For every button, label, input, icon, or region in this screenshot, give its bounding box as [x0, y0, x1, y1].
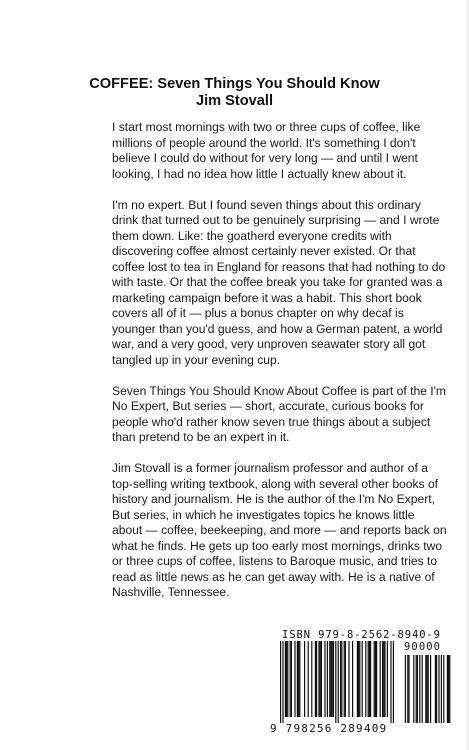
- blurb-paragraph-series: Seven Things You Should Know About Coffee is part of the I'm No Expert, But series — short, accurate, curious books for people who'd rather know seven true things about a subject than pretend to be an expert in it.: [112, 383, 446, 444]
- barcode-bar: [294, 641, 295, 717]
- barcode-bar: [329, 641, 330, 717]
- barcode-addon-bar: [443, 655, 444, 723]
- barcode-bar: [384, 641, 385, 717]
- barcode-bar: [376, 641, 377, 717]
- barcode-addon-bar: [441, 655, 442, 723]
- barcode-addon-bar: [413, 655, 414, 723]
- book-author: Jim Stovall: [195, 93, 274, 109]
- barcode-bar: [304, 641, 305, 717]
- barcode-guard-bar: [393, 641, 394, 723]
- barcode-addon-bar: [447, 655, 448, 723]
- barcode-bar: [365, 641, 366, 717]
- blurb-paragraph-seven-things: I'm no expert. But I found seven things about this ordinary drink that turned out to be genuinely surprising — and I wrote them down. Like: the goatherd everyone credits with discovering coffee almost certainly never existed. Or that coffee lost to tea in England for reasons that had nothing to do with taste. Or that the coffee break you take for granted was a marketing campaign before it was a habit. This short book covers all of it — plus a bonus chapter on why decaf is younger than you'd guess, and how a German patent, a world war, and a very good, very unproven seawater story all got tangled up in your evening cup.: [112, 197, 446, 367]
- barcode-bars: [276, 641, 451, 723]
- barcode-addon-bar: [416, 655, 417, 723]
- barcode-bar: [374, 641, 375, 717]
- barcode-bar: [368, 641, 369, 717]
- barcode-guard-bar: [280, 641, 281, 723]
- barcode-bar: [286, 641, 287, 717]
- barcode-addon-bar: [430, 655, 431, 723]
- barcode-guard-bar: [335, 641, 336, 723]
- barcode-bar: [315, 641, 316, 717]
- book-title: COFFEE: Seven Things You Should Know: [89, 76, 380, 92]
- barcode-digits: 9 798256 289409: [270, 722, 388, 735]
- barcode-addon-bar: [407, 655, 408, 723]
- barcode-bar: [299, 641, 300, 717]
- title-block: [0, 76, 469, 110]
- barcode-bar: [316, 641, 317, 717]
- barcode-addon-bar: [405, 655, 406, 723]
- barcode-bar: [340, 641, 341, 717]
- barcode-bar: [311, 641, 312, 717]
- barcode-bar: [369, 641, 370, 717]
- barcode-bar: [352, 641, 353, 717]
- barcode-bar: [318, 641, 319, 717]
- barcode-addon-bar: [408, 655, 409, 723]
- barcode-bar: [375, 641, 376, 717]
- barcode-bar: [290, 641, 291, 717]
- barcode-addon-bar: [426, 655, 427, 723]
- barcode-bar: [287, 641, 288, 717]
- barcode-guard-bar: [338, 641, 339, 723]
- blurb: [112, 120, 448, 616]
- blurb-paragraph-intro: I start most mornings with two or three cups of coffee, like millions of people around the world. It's something I don't believe I could do without for very long — and until I went looking, I had no idea how little I actually knew about it.: [112, 120, 421, 181]
- barcode-bar: [348, 641, 349, 717]
- barcode-addon-bar: [425, 655, 426, 723]
- barcode-addon-bar: [435, 655, 436, 723]
- barcode-bar: [382, 641, 383, 717]
- barcode-bar: [308, 641, 309, 717]
- barcode-guard-bar: [390, 641, 391, 723]
- barcode-addon-bar: [448, 655, 449, 723]
- barcode-bar: [320, 641, 321, 717]
- barcode-bar: [357, 641, 358, 717]
- barcode-addon-digits: 90000: [404, 641, 442, 653]
- barcode-bar: [297, 641, 298, 717]
- barcode-bar: [358, 641, 359, 717]
- barcode-bar: [362, 641, 363, 717]
- barcode-addon-bar: [417, 655, 418, 723]
- barcode-bar: [344, 641, 345, 717]
- barcode-bar: [380, 641, 381, 717]
- barcode-bar: [321, 641, 322, 717]
- isbn-barcode: [268, 627, 453, 742]
- barcode-bar: [387, 641, 388, 717]
- barcode-bar: [327, 641, 328, 717]
- barcode-bar: [332, 641, 333, 717]
- barcode-addon-bar: [419, 655, 420, 723]
- barcode-bar: [345, 641, 346, 717]
- barcode-bar: [285, 641, 286, 717]
- barcode-guard-bar: [282, 641, 283, 723]
- author-bio: Jim Stovall is a former journalism professor and author of a top-selling writing textbook, along with several other books of history and journalism. He is the author of the I'm No Expert, But series, in which he investigates topics he knows little about — coffee, beekeeping, and more — and reports back on what he finds. He gets up too early most mornings, drinks two or three cups of coffee, listens to Baroque music, and tries to read as little news as he can get away with. He is a native of Nashville, Tennessee.: [112, 461, 447, 599]
- barcode-bar: [333, 641, 334, 717]
- barcode-bar: [291, 641, 292, 717]
- isbn-label: ISBN 979-8-2562-8940-9: [282, 629, 441, 641]
- barcode-bar: [341, 641, 342, 717]
- barcode-addon-bar: [428, 655, 429, 723]
- barcode-addon-bar: [438, 655, 439, 723]
- barcode-addon-bar: [422, 655, 423, 723]
- barcode-bar: [330, 641, 331, 717]
- barcode-bar: [383, 641, 384, 717]
- barcode-bar: [370, 641, 371, 717]
- barcode-addon-bar: [449, 655, 450, 723]
- barcode-bar: [359, 641, 360, 717]
- barcode-bar: [298, 641, 299, 717]
- barcode-bar: [324, 641, 325, 717]
- barcode-addon-bar: [436, 655, 437, 723]
